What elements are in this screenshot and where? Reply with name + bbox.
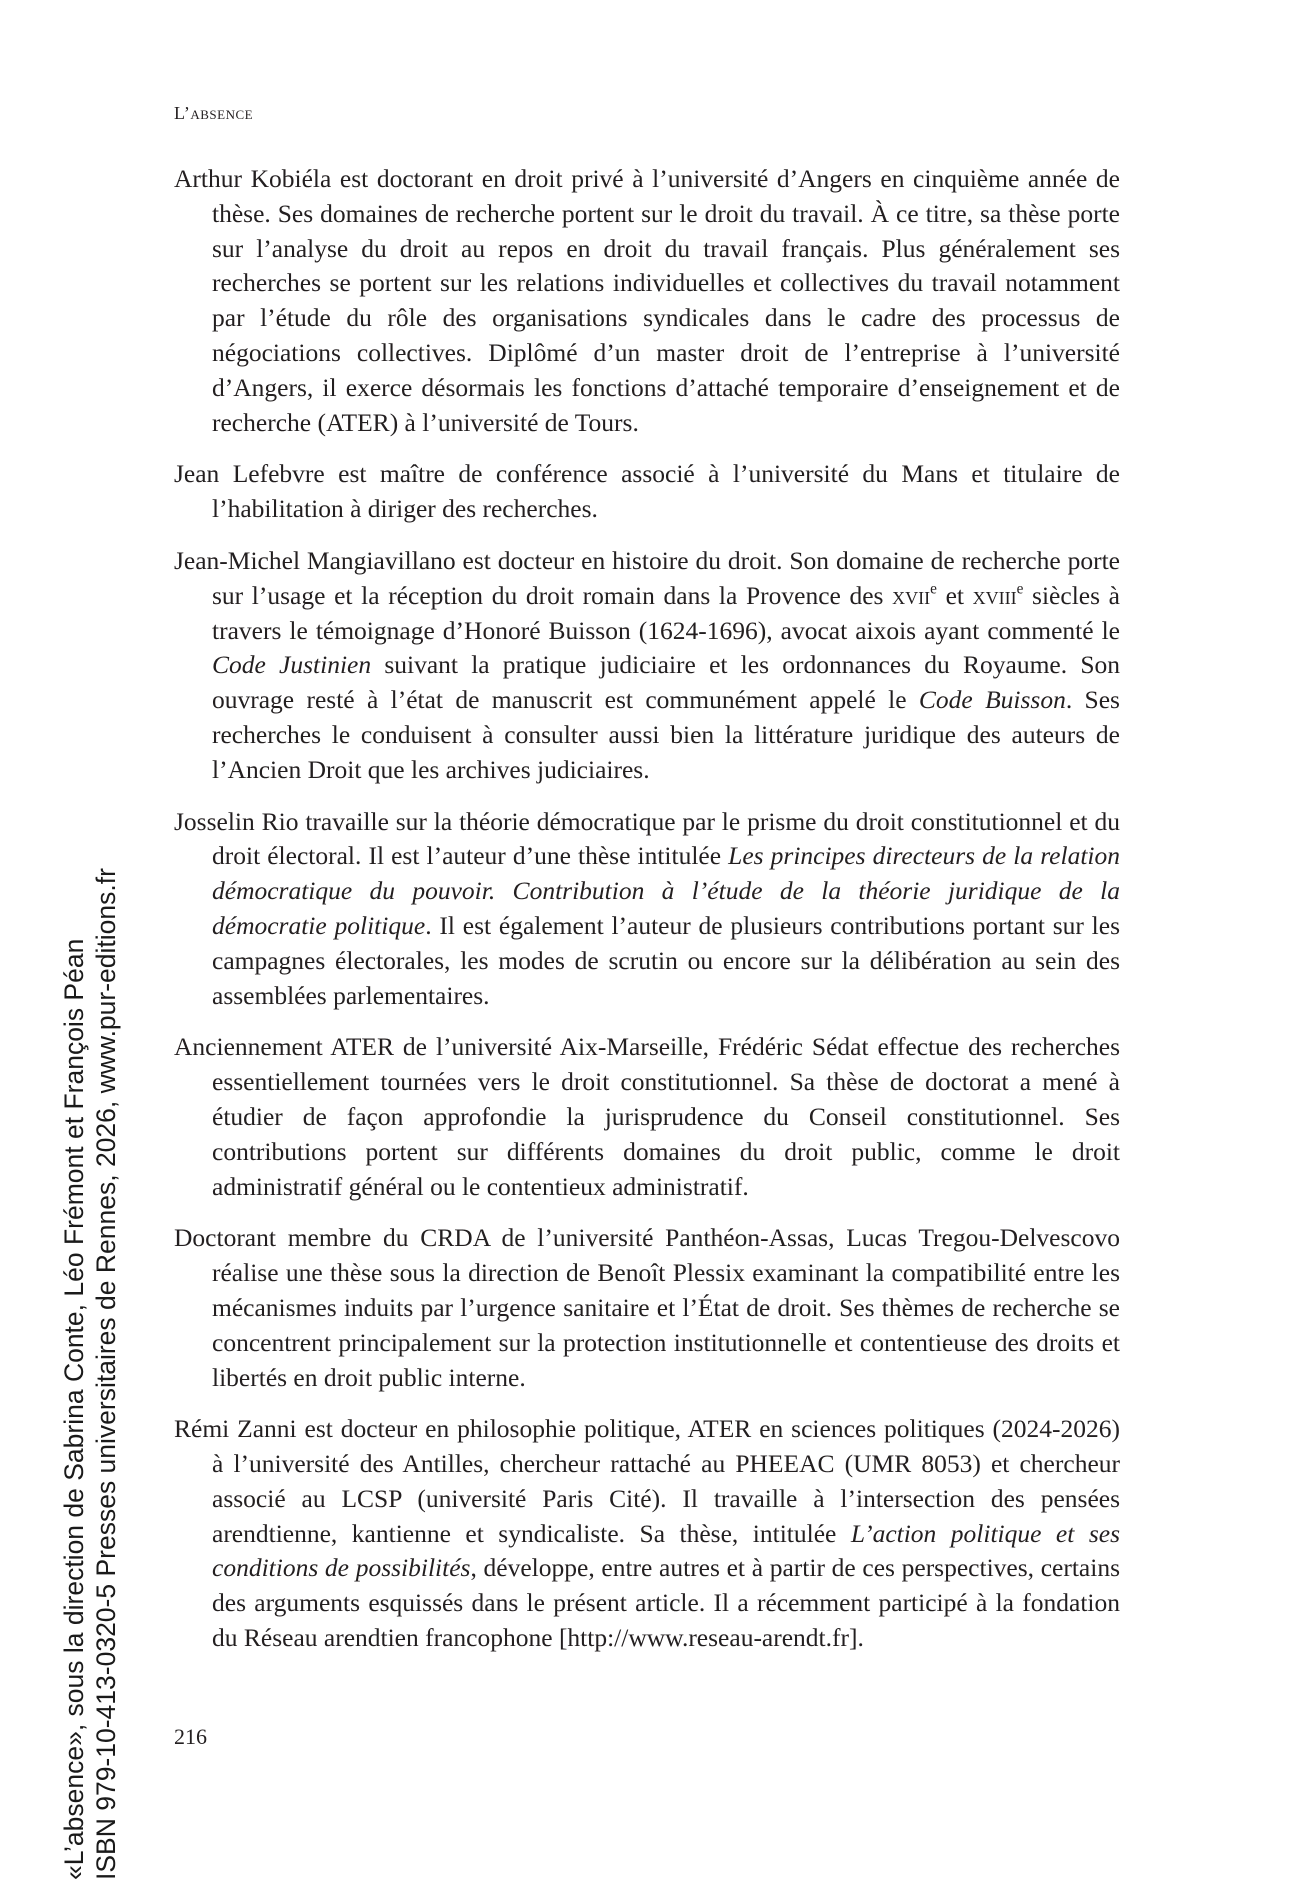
bio-text: Doctorant membre du CRDA de l’université Panthéon-Assas, Lucas Tregou-Delvescovo réalise une thèse sous la direction de Benoît Plessix examinant la compatibilité entre les mécanismes induits par l’urgence sanitaire et l’État de droit. Ses thèmes de recherche se concentrent principalement sur la protection institutionnelle et contentieuse des droits et libertés en droit public interne. xyxy=(174,1223,1120,1392)
page-number: 216 xyxy=(174,1724,207,1749)
contributors-list xyxy=(174,162,1120,1673)
bio-text-italic: Code Buisson xyxy=(918,685,1066,715)
copyright-notice xyxy=(58,820,122,1880)
bio-paragraph xyxy=(174,162,1120,440)
copyright-line-isbn: ISBN 979-10-413-0320-5 Presses universitaires de Rennes, 2026, www.pur-editions.fr xyxy=(91,868,121,1880)
bio-text: , développe, entre autres et à partir de ces perspectives, certains des arguments esquissés dans le présent article. Il a récemment participé à la fondation du Réseau arendtien francophone [http://www.reseau-arendt.fr]. xyxy=(212,1553,1121,1653)
bio-text-sc: xvii xyxy=(892,580,931,610)
copyright-line-title: «L’absence», sous la direction de Sabrina Conte, Léo Frémont et François Péan xyxy=(59,938,89,1880)
bio-text-sc: xviii xyxy=(972,580,1017,610)
bio-paragraph xyxy=(174,1221,1120,1395)
bio-text: Jean Lefebvre est maître de conférence associé à l’université du Mans et titulaire de l’habilitation à diriger des recherches. xyxy=(174,459,1120,524)
bio-text: Rémi Zanni est docteur en philosophie politique, ATER en sciences politiques (2024-2026) à l’université des Antilles, chercheur rattaché au PHEEAC (UMR 8053) et chercheur associé au LCSP (université Paris Cité). Il travaille à l’intersection des pensées arendtienne, kantienne et syndicaliste. Sa thèse, intitulée xyxy=(174,1414,1120,1548)
bio-paragraph xyxy=(174,544,1120,788)
bio-text-italic: L’action politique et ses conditions de possibilités xyxy=(212,1518,1120,1583)
bio-text: suivant la pratique judiciaire et les ordonnances du Royaume. Son ouvrage resté à l’état de manuscrit est communément appelé le xyxy=(212,650,1121,715)
bio-text: et xyxy=(936,580,973,610)
bio-text: siècles à travers le témoignage d’Honoré Buisson (1624-1696), avocat aixois ayant commenté le xyxy=(212,580,1120,645)
bio-paragraph xyxy=(174,1412,1120,1656)
bio-text: Jean-Michel Mangiavillano est docteur en histoire du droit. Son domaine de recherche porte sur l’usage et la réception du droit romain dans la Provence des xyxy=(174,545,1120,610)
bio-paragraph xyxy=(174,1030,1120,1204)
bio-text: Josselin Rio travaille sur la théorie démocratique par le prisme du droit constitutionnel et du droit électoral. Il est l’auteur d’une thèse intitulée xyxy=(174,806,1120,871)
bio-text: . Ses recherches le conduisent à consulter aussi bien la littérature juridique des auteurs de l’Ancien Droit que les archives judiciaires. xyxy=(212,685,1120,784)
bio-text: Anciennement ATER de l’université Aix-Marseille, Frédéric Sédat effectue des recherches essentiellement tournées vers le droit constitutionnel. Sa thèse de doctorat a mené à étudier de façon approfondie la jurisprudence du Conseil constitutionnel. Ses contributions portent sur différents domaines du droit public, comme le droit administratif général ou le contentieux administratif. xyxy=(174,1032,1120,1201)
bio-text-sup: e xyxy=(930,580,937,598)
bio-text: Arthur Kobiéla est doctorant en droit privé à l’université d’Angers en cinquième année de thèse. Ses domaines de recherche portent sur le droit du travail. À ce titre, sa thèse porte sur l’analyse du droit au repos en droit du travail français. Plus généralement ses recherches se portent sur les relations individuelles et collectives du travail notamment par l’étude du rôle des organisations syndicales dans le cadre des processus de négociations collectives. Diplômé d’un master droit de l’entreprise à l’université d’Angers, il exerce désormais les fonctions d’attaché temporaire d’enseignement et de recherche (ATER) à l’université de Tours. xyxy=(174,164,1120,437)
bio-paragraph xyxy=(174,457,1120,527)
bio-text-italic: Code Justinien xyxy=(212,650,372,680)
running-head: L’absence xyxy=(174,103,254,123)
bio-text-sup: e xyxy=(1016,580,1024,598)
bio-text: . Il est également l’auteur de plusieurs contributions portant sur les campagnes électorales, les modes de scrutin ou encore sur la délibération au sein des assemblées parlementaires. xyxy=(212,910,1121,1010)
bio-paragraph xyxy=(174,805,1120,1014)
bio-text-italic: Les principes directeurs de la relation démocratique du pouvoir. Contribution à l’étude de la théorie juridique de la démocratie politique xyxy=(212,841,1121,940)
